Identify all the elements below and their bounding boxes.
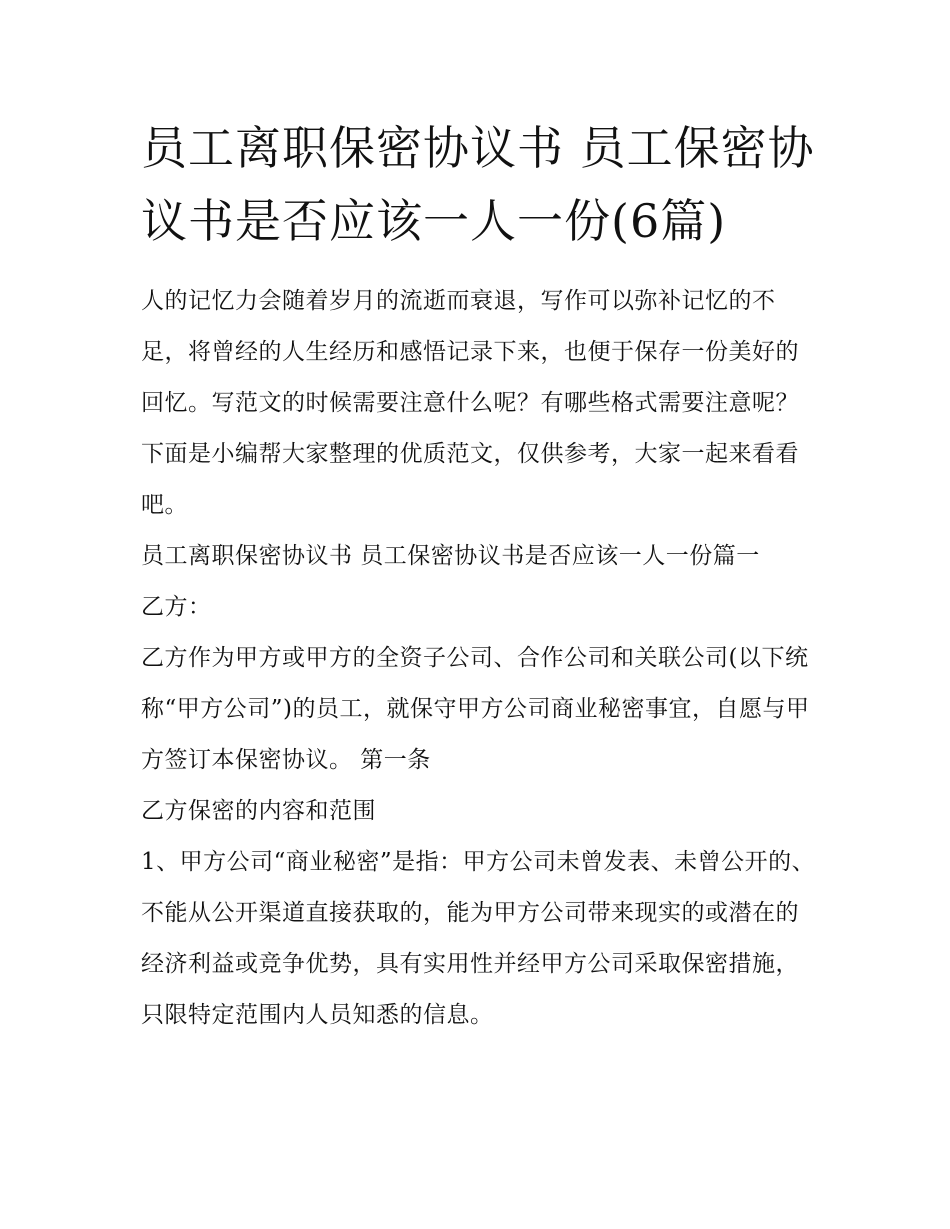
document-page — [141, 112, 821, 1041]
intro-paragraph: 人的记忆力会随着岁月的流逝而衰退，写作可以弥补记忆的不足，将曾经的人生经历和感悟记录下来，也便于保存一份美好的回忆。写范文的时候需要注意什么呢？有哪些格式需要注意呢？下面是小编帮大家整理的优质范文，仅供参考，大家一起来看看吧。 — [141, 288, 799, 518]
document-title: 员工离职保密协议书 员工保密协议书是否应该一人一份(6篇) — [141, 121, 815, 248]
scope-heading: 乙方保密的内容和范围 — [141, 798, 376, 824]
clause-1-paragraph: 1、甲方公司“商业秘密”是指：甲方公司未曾发表、未曾公开的、不能从公开渠道直接获取的，能为甲方公司带来现实的或潜在的经济利益或竞争优势，具有实用性并经甲方公司采取保密措施，只限特定范围内人员知悉的信息。 — [141, 849, 816, 1028]
document-body — [141, 276, 821, 1041]
party-b-label: 乙方： — [141, 594, 212, 620]
agreement-paragraph: 乙方作为甲方或甲方的全资子公司、合作公司和关联公司(以下统称“甲方公司”)的员工，就保守甲方公司商业秘密事宜，自愿与甲方签订本保密协议。 第一条 — [141, 645, 810, 773]
section-heading: 员工离职保密协议书 员工保密协议书是否应该一人一份篇一 — [141, 543, 760, 569]
